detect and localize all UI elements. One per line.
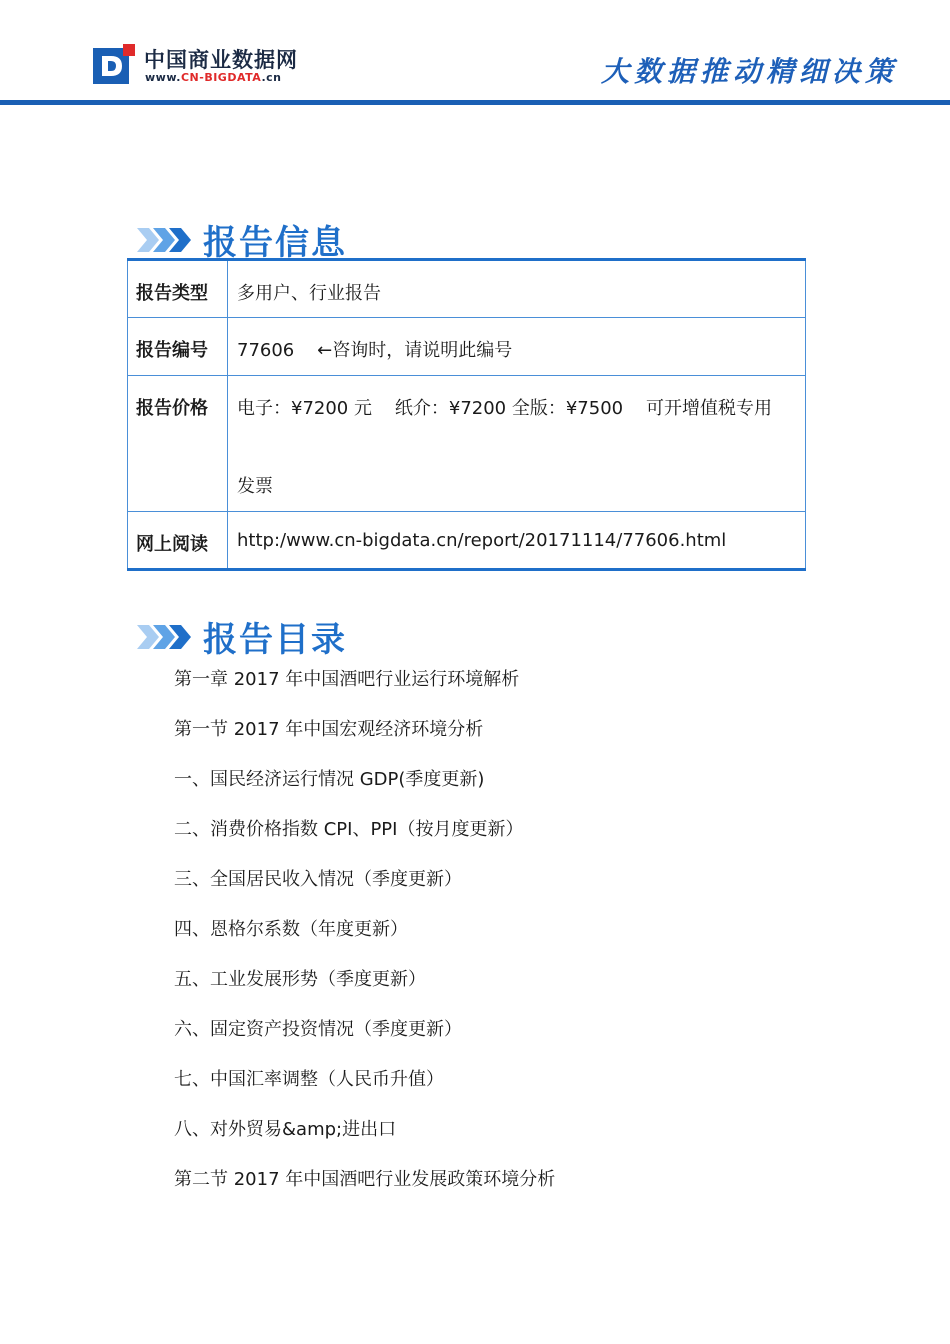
toc-item: 第一节 2017 年中国宏观经济环境分析 xyxy=(174,719,484,740)
toc-item: 二、消费价格指数 CPI、PPI（按月度更新） xyxy=(174,819,524,840)
header-slogan: 大数据推动精细决策 xyxy=(601,55,899,88)
triple-chevron-icon xyxy=(137,226,195,254)
toc-item: 六、固定资产投资情况（季度更新） xyxy=(174,1019,462,1040)
logo-url-highlight: CN-BIGDATA xyxy=(180,71,262,84)
toc-item: 第二节 2017 年中国酒吧行业发展政策环境分析 xyxy=(174,1169,556,1190)
report-info-table xyxy=(127,258,806,571)
row-label: 报告类型 xyxy=(128,260,228,318)
cn-bigdata-logo-icon xyxy=(93,44,135,86)
table-of-contents xyxy=(174,668,874,1218)
logo-name: 中国商业数据网 xyxy=(144,48,298,72)
row-label: 报告编号 xyxy=(128,318,228,376)
triple-chevron-icon xyxy=(137,623,195,651)
table-row xyxy=(128,318,806,376)
price-line-1: 电子：¥7200 元 纸介：¥7200 全版：¥7500 可开增值税专用 xyxy=(237,398,772,419)
row-value xyxy=(228,376,806,512)
toc-item: 一、国民经济运行情况 GDP(季度更新) xyxy=(174,769,485,790)
toc-item: 七、中国汇率调整（人民币升值） xyxy=(174,1069,444,1090)
info-section-title xyxy=(137,215,347,264)
logo-url xyxy=(145,71,282,84)
table-row xyxy=(128,260,806,318)
toc-section-heading: 报告目录 xyxy=(203,620,347,660)
page-header xyxy=(0,0,950,106)
row-label: 报告价格 xyxy=(128,376,228,512)
toc-item: 八、对外贸易&amp;进出口 xyxy=(174,1119,397,1140)
logo-url-prefix: www. xyxy=(145,71,181,84)
row-label: 网上阅读 xyxy=(128,512,228,570)
toc-item: 第一章 2017 年中国酒吧行业运行环境解析 xyxy=(174,669,520,690)
report-url-link[interactable]: http:/www.cn-bigdata.cn/report/20171114/77606.html xyxy=(228,512,806,570)
toc-item: 五、工业发展形势（季度更新） xyxy=(174,969,426,990)
toc-item: 四、恩格尔系数（年度更新） xyxy=(174,919,408,940)
header-divider xyxy=(0,100,950,105)
price-line-2: 发票 xyxy=(237,476,273,497)
table-row xyxy=(128,512,806,570)
logo-url-suffix: .cn xyxy=(261,71,282,84)
info-section-heading: 报告信息 xyxy=(203,223,347,263)
toc-item: 三、全国居民收入情况（季度更新） xyxy=(174,869,462,890)
row-value: 多用户、行业报告 xyxy=(228,260,806,318)
toc-section-title xyxy=(137,612,347,661)
table-row xyxy=(128,376,806,512)
row-value: 77606 ←咨询时，请说明此编号 xyxy=(228,318,806,376)
